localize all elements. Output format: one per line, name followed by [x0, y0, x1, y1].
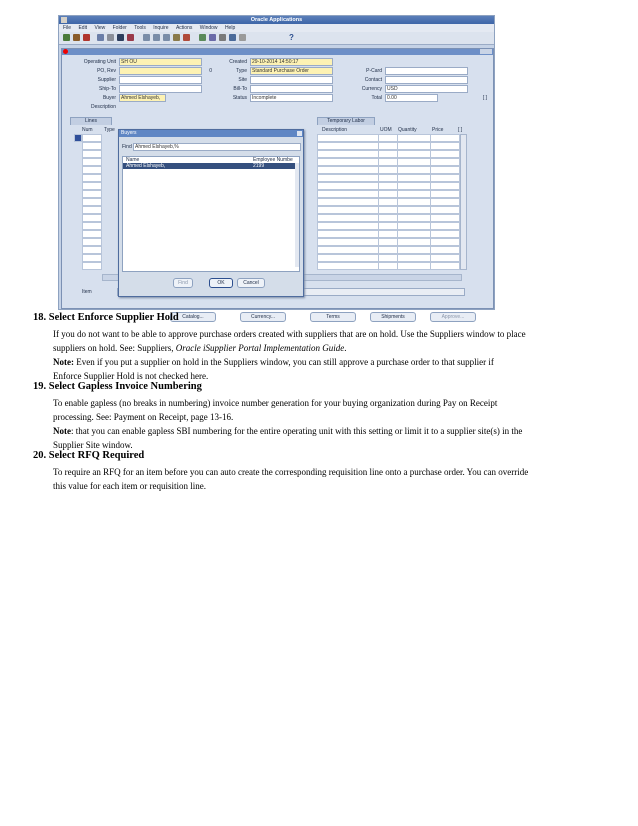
line-quantity-cell[interactable] [397, 174, 431, 182]
find-button[interactable]: Find [173, 278, 193, 288]
supplier-field[interactable] [119, 76, 202, 84]
section-18-line2-a: suppliers on hold. See: Suppliers, [53, 343, 176, 353]
line-uom-cell[interactable] [378, 214, 398, 222]
line-description-cell[interactable] [317, 238, 379, 246]
line-num-cell[interactable] [82, 174, 102, 182]
line-quantity-cell[interactable] [397, 206, 431, 214]
bill-to-field[interactable] [250, 85, 333, 93]
row-employee-number: 2199 [253, 163, 265, 169]
line-uom-cell[interactable] [378, 182, 398, 190]
col-employee-number: Employee Numbe [253, 157, 293, 163]
line-price-cell[interactable] [430, 230, 460, 238]
line-uom-cell[interactable] [378, 206, 398, 214]
zoom-icon[interactable] [83, 34, 90, 41]
line-uom-cell[interactable] [378, 190, 398, 198]
status-label: Status [232, 95, 247, 101]
ship-to-field[interactable] [119, 85, 202, 93]
line-uom-cell[interactable] [378, 222, 398, 230]
line-price-cell[interactable] [430, 198, 460, 206]
grid-vertical-scrollbar[interactable] [460, 134, 467, 270]
results-row-selected[interactable] [123, 163, 299, 169]
attachments-icon[interactable] [219, 34, 226, 41]
line-price-cell[interactable] [430, 206, 460, 214]
section-19-note-text: : that you can enable gapless SBI numbering for the entire operating unit with this setting or limit it to a supplier site(s) in the [71, 426, 523, 436]
section-19-note [53, 424, 613, 438]
line-uom-cell[interactable] [378, 158, 398, 166]
menu-file[interactable]: File [63, 25, 72, 31]
line-price-cell[interactable] [430, 262, 460, 270]
line-quantity-cell[interactable] [397, 142, 431, 150]
line-quantity-cell[interactable] [397, 214, 431, 222]
toolbar [59, 32, 494, 45]
line-uom-cell[interactable] [378, 262, 398, 270]
line-price-cell[interactable] [430, 158, 460, 166]
line-price-cell[interactable] [430, 142, 460, 150]
line-quantity-cell[interactable] [397, 198, 431, 206]
col-quantity: Quantity [398, 127, 417, 133]
line-price-cell[interactable] [430, 166, 460, 174]
line-description-cell[interactable] [317, 262, 379, 270]
site-label: Site [238, 77, 247, 83]
copy-icon[interactable] [153, 34, 160, 41]
current-record-indicator [74, 134, 82, 142]
line-quantity-cell[interactable] [397, 230, 431, 238]
total-field: 0.00 [385, 94, 438, 102]
section-19-note-line2: Supplier Site window. [53, 440, 133, 450]
line-quantity-cell[interactable] [397, 262, 431, 270]
line-price-cell[interactable] [430, 254, 460, 262]
translate-icon[interactable] [209, 34, 216, 41]
section-20-line1: To require an RFQ for an item before you can auto create the corresponding requisition line onto a purchase order. You can override [53, 467, 529, 477]
tab-temporary-labor[interactable]: Temporary Labor [317, 117, 375, 125]
save-icon[interactable] [63, 34, 70, 41]
line-quantity-cell[interactable] [397, 246, 431, 254]
section-18-body [53, 327, 613, 383]
menu-folder[interactable]: Folder [112, 25, 127, 31]
folder-tools-icon[interactable] [229, 34, 236, 41]
created-label: Created [229, 59, 247, 65]
line-quantity-cell[interactable] [397, 166, 431, 174]
line-num-cell[interactable] [82, 142, 102, 150]
col-name: Name [126, 157, 140, 163]
section-18-note-text: Even if you put a supplier on hold in the Suppliers window, you can still approve a purchase order to that supplier if [74, 357, 494, 367]
line-uom-cell[interactable] [378, 134, 398, 142]
section-19-line1: To enable gapless (no breaks in numbering) invoice number generation for your buying organization during Pay on Receipt [53, 398, 498, 408]
bill-to-label: Bill-To [233, 86, 247, 92]
section-19-heading: 19. Select Gapless Invoice Numbering [33, 381, 202, 392]
line-num-cell[interactable] [82, 190, 102, 198]
line-description-cell[interactable] [317, 230, 379, 238]
menu-help[interactable]: Help [224, 25, 236, 31]
currency-label: Currency [361, 86, 382, 92]
col-type: Type [104, 127, 115, 133]
line-uom-cell[interactable] [378, 198, 398, 206]
line-quantity-cell[interactable] [397, 150, 431, 158]
find-input[interactable]: Ahmed Elshayeb,% [133, 143, 301, 151]
ok-button[interactable]: OK [209, 278, 233, 288]
section-18-note-label: Note: [53, 357, 74, 367]
section-18-line1: If you do not want to be able to approve purchase orders created with suppliers that are on hold. Use the Suppliers window to place [53, 329, 526, 339]
line-quantity-cell[interactable] [397, 134, 431, 142]
section-18-note-line2: Enforce Supplier Hold is not checked here. [53, 371, 209, 381]
section-20-heading: 20. Select RFQ Required [33, 450, 145, 461]
line-price-cell[interactable] [430, 222, 460, 230]
attach-icon[interactable] [183, 34, 190, 41]
total-label: Total [371, 95, 382, 101]
line-price-cell[interactable] [430, 238, 460, 246]
buyers-dialog-title-text: Buyers [121, 130, 137, 136]
line-description-cell[interactable] [317, 142, 379, 150]
line-description-cell[interactable] [317, 198, 379, 206]
line-quantity-cell[interactable] [397, 158, 431, 166]
status-field: Incomplete [250, 94, 333, 102]
buyers-results-list [122, 156, 300, 272]
line-price-cell[interactable] [430, 150, 460, 158]
line-quantity-cell[interactable] [397, 238, 431, 246]
folder-icon[interactable] [199, 34, 206, 41]
revision-value: 0 [209, 68, 212, 74]
line-price-cell[interactable] [430, 174, 460, 182]
row-name: Ahmed Elshayeb, [126, 163, 166, 169]
close-icon[interactable] [297, 131, 302, 136]
type-field[interactable]: Standard Purchase Order [250, 67, 333, 75]
currency-button[interactable]: Currency... [240, 312, 286, 322]
menu-view[interactable]: View [94, 25, 106, 31]
buyer-field[interactable]: Ahmed Elshayeb, [119, 94, 166, 102]
line-num-cell[interactable] [82, 166, 102, 174]
line-uom-cell[interactable] [378, 230, 398, 238]
line-description-cell[interactable] [317, 206, 379, 214]
buyers-dialog [118, 129, 304, 297]
line-description-cell[interactable] [317, 246, 379, 254]
line-num-cell[interactable] [82, 262, 102, 270]
line-description-cell[interactable] [317, 158, 379, 166]
approve-button[interactable]: Approve... [430, 312, 476, 322]
line-uom-cell[interactable] [378, 254, 398, 262]
section-19-body [53, 396, 613, 452]
window-controls[interactable] [480, 49, 492, 54]
menu-actions[interactable]: Actions [175, 25, 193, 31]
line-description-cell[interactable] [317, 134, 379, 142]
col-description: Description [322, 127, 348, 133]
cancel-button[interactable]: Cancel [237, 278, 265, 288]
line-price-cell[interactable] [430, 246, 460, 254]
line-price-cell[interactable] [430, 190, 460, 198]
line-description-cell[interactable] [317, 254, 379, 262]
flex-field-brackets[interactable]: [ ] [482, 95, 487, 101]
line-description-cell[interactable] [317, 214, 379, 222]
new-record-icon[interactable] [97, 34, 104, 41]
terms-button[interactable]: Terms [310, 312, 356, 322]
navigate-icon[interactable] [73, 34, 80, 41]
line-uom-cell[interactable] [378, 142, 398, 150]
line-description-cell[interactable] [317, 182, 379, 190]
col-flex-brackets[interactable]: [ ] [458, 127, 463, 133]
operating-unit-label: Operating Unit [83, 59, 116, 65]
operating-unit-field[interactable]: SH OU [119, 58, 202, 66]
find-icon[interactable] [107, 34, 114, 41]
menu-tools[interactable]: Tools [134, 25, 146, 31]
shipments-button[interactable]: Shipments [370, 312, 416, 322]
created-field: 29-10-2014 14:50:17 [250, 58, 333, 66]
delete-icon[interactable] [127, 34, 134, 41]
line-num-cell[interactable] [82, 134, 102, 142]
clear-icon[interactable] [173, 34, 180, 41]
close-icon[interactable] [63, 49, 68, 54]
find-label: Find [122, 144, 132, 150]
item-label: Item [82, 289, 92, 295]
section-18-note [53, 355, 613, 369]
contact-label: Contact [364, 77, 382, 83]
window-icon[interactable] [239, 34, 246, 41]
tab-lines[interactable]: Lines [70, 117, 112, 125]
line-description-cell[interactable] [317, 174, 379, 182]
line-description-cell[interactable] [317, 166, 379, 174]
ship-to-label: Ship-To [99, 86, 116, 92]
line-uom-cell[interactable] [378, 174, 398, 182]
line-uom-cell[interactable] [378, 150, 398, 158]
line-num-cell[interactable] [82, 246, 102, 254]
print-icon[interactable] [117, 34, 124, 41]
section-18-line2-b: . [344, 343, 347, 353]
menu-edit[interactable]: Edit [78, 25, 88, 31]
cut-icon[interactable] [143, 34, 150, 41]
col-num: Num [82, 127, 93, 133]
section-20-line2: this value for each item or requisition line. [53, 481, 206, 491]
po-number-field[interactable] [119, 67, 202, 75]
buyer-label: Buyer [102, 95, 116, 101]
menu-window[interactable]: Window [199, 25, 218, 31]
contact-field[interactable] [385, 76, 468, 84]
line-num-cell[interactable] [82, 230, 102, 238]
line-description-cell[interactable] [317, 222, 379, 230]
catalog-button[interactable]: Catalog... [170, 312, 216, 322]
line-num-cell[interactable] [82, 150, 102, 158]
section-18-guide-title: Oracle iSupplier Portal Implementation Guide [175, 343, 345, 353]
line-quantity-cell[interactable] [397, 182, 431, 190]
type-label: Type [236, 68, 247, 74]
window-title-bar [62, 49, 493, 55]
col-price: Price [432, 127, 444, 133]
line-uom-cell[interactable] [378, 166, 398, 174]
line-num-cell[interactable] [82, 214, 102, 222]
description-label: Description [90, 104, 116, 110]
app-icon [61, 17, 67, 23]
po-rev-label: PO, Rev [97, 68, 116, 74]
help-icon[interactable]: ? [289, 33, 294, 42]
results-scrollbar[interactable] [295, 163, 299, 267]
line-price-cell[interactable] [430, 182, 460, 190]
section-18-heading: 18. Select Enforce Supplier Hold [33, 312, 179, 323]
line-uom-cell[interactable] [378, 238, 398, 246]
line-quantity-cell[interactable] [397, 190, 431, 198]
line-price-cell[interactable] [430, 214, 460, 222]
line-num-cell[interactable] [82, 158, 102, 166]
pcard-field[interactable] [385, 67, 468, 75]
section-20-body [53, 465, 613, 493]
line-quantity-cell[interactable] [397, 254, 431, 262]
buyers-dialog-title [119, 130, 303, 137]
line-num-cell[interactable] [82, 206, 102, 214]
col-uom: UOM [380, 127, 392, 133]
currency-field[interactable]: USD [385, 85, 468, 93]
app-title-bar [59, 16, 494, 24]
line-uom-cell[interactable] [378, 246, 398, 254]
app-title: Oracle Applications [250, 17, 303, 23]
section-19-note-label: Note [53, 426, 71, 436]
section-19-line2: processing. See: Payment on Receipt, page 13-16. [53, 412, 234, 422]
paste-icon[interactable] [163, 34, 170, 41]
site-field[interactable] [250, 76, 333, 84]
line-num-cell[interactable] [82, 182, 102, 190]
line-quantity-cell[interactable] [397, 222, 431, 230]
section-18-line2 [53, 341, 613, 355]
supplier-label: Supplier [97, 77, 116, 83]
line-num-cell[interactable] [82, 198, 102, 206]
menu-inquire[interactable]: Inquire [153, 25, 169, 31]
line-description-cell[interactable] [317, 150, 379, 158]
line-num-cell[interactable] [82, 238, 102, 246]
pcard-label: P-Card [366, 68, 382, 74]
menu-bar [59, 24, 494, 32]
line-num-cell[interactable] [82, 222, 102, 230]
line-price-cell[interactable] [430, 134, 460, 142]
line-description-cell[interactable] [317, 190, 379, 198]
line-num-cell[interactable] [82, 254, 102, 262]
